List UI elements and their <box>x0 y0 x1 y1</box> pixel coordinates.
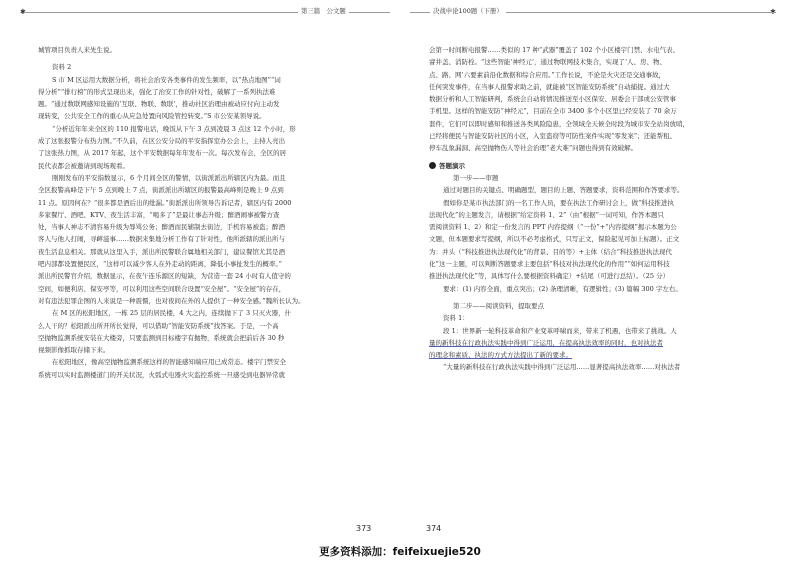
right-page-number: 374 <box>426 524 442 533</box>
text-line: 么人干的？松阳派出所开所长觉得，可以借助“智能安防系统”找答案。于是，一个高 <box>38 321 279 330</box>
text-line: 民代表都会被邀请到现场观看。 <box>38 161 129 170</box>
text-line: 了这张热力图，从 2017 年起，这个平安数据每年年发布一次。每次发布会，全区的居 <box>38 149 287 158</box>
text-line: 需阅读资料 1、2）和定一份发言的 PPT 内容提纲（“一份”+“内容提纲”揭示本题为公 <box>429 223 677 232</box>
section-title-text: 答题演示 <box>439 161 465 170</box>
text-line: 数据分析和人工智能研判，系统会自动将情况推送至小区保安、居委会干部或公安管事 <box>429 95 676 104</box>
bullet-icon <box>429 162 436 169</box>
text-line: 城管项目负责人来先生说。 <box>38 46 116 54</box>
text-line: 任何突发事件，在当事人报警求助之前，就能被“区智能安防系统”自动捕捉。通过大 <box>429 82 670 91</box>
text-line: 在 M 区的松阳地区，一栋 25 层的居民楼，4 大之内，连续抛下了 3 只灭火器，什 <box>52 309 292 318</box>
text-line: 刚刚发布的平安指数显示，6 个月间全区的警情，以街派派出所辖区内为最。而且 <box>52 173 286 182</box>
corner-mark-right: ✱ <box>770 8 776 16</box>
text-line: 在松阳地区，像高空抛物监测系统这样的智能感知端应用已成常态。楼宇门禁安全 <box>52 358 286 367</box>
text-line: 停车乱象漏洞、高空抛物伤人等社会治理“老大难”问题也得到有效破解。 <box>429 144 638 153</box>
text-line: 推进执法现代化”等，具体写什么要根据资料确定）+结尾（可进行总结）。（25 分） <box>429 272 670 281</box>
text-line: 派出所民警官介绍，数据显示，在夜午连乐源区的短缺，为营造一套 24 小时有人值守的 <box>38 272 291 281</box>
text-line: 全区报警高峰是下午 5 点到晚上 7 点，街派派出所辖区的报警最高峰则是晚上 9 点到 <box>38 186 284 195</box>
text-line: 段 1：世界新一轮科技革命和产业变革呼啸而来，带来了机遇，也带来了挑战。人 <box>443 326 677 335</box>
text-line: 假如你是某市执法部门的一名工作人员，要在执法工作研讨会上，做“科技推进执 <box>443 198 674 207</box>
text-line: 多家餐厅、酒吧、KTV、夜生活丰富，“喝多了”是最让事态升级；醉酒闹事被警方查 <box>38 210 280 219</box>
text-line: 11 点。原因何在？“很多都是酒后出的纰漏。”街派派出所领导告诉记者，辖区内有 2000 <box>38 198 292 207</box>
right-page <box>429 44 779 374</box>
text-line: 文题，但本题要求写提纲，所以不必考虑格式，只写正文，保险起见可加上标题）。正文 <box>429 235 680 244</box>
text-line: 法现代化”的主题发言，请根据“给定资料 1、2”（由“根据”一词可知，作答本题只 <box>429 210 664 219</box>
section-title <box>429 160 779 172</box>
text-line: 会第一时间断电报警……类似的 17 种“武器”覆盖了 102 个小区楼宇门禁、水电气表、 <box>429 46 680 54</box>
text-line: 题。“通过数联网感知设施的‘互联、物联、数联’，推动社区治理由被动应付向主动发 <box>38 100 280 109</box>
text-line: 已经将便民与智能安防社区的小区，入室盗窃等可防性案件实现“零发案”；还能帮租、 <box>429 132 677 141</box>
text-line: 手机里。这样的智能安防“神经元”，目前在全市 3400 多个小区里已经安装了 70 余万 <box>429 107 677 116</box>
text-line: 夜生活息息相关。那就从这里入手，派出所民警联合属地相关部门，建议餐馆尤其是酒 <box>38 247 285 256</box>
text-line-underlined: 量的新科技在行政执法实践中得到广泛运用，在提高执法效率的同时，也对执法者 <box>429 338 663 347</box>
text-line: 成了这张报警分布热力图。”不久前，在区公安分局的平安指挥室办公会上，主持人亮出 <box>38 137 286 146</box>
left-page <box>38 44 394 381</box>
text-line: 系统可以实时监测楼道门的开关状况，火弧式电器火灾监控系统一旦感受到电器异常就 <box>38 370 285 379</box>
left-page-number: 373 <box>356 524 372 533</box>
step1-title: 第一步——审题 <box>453 173 499 182</box>
text-line: 空抛物监测系统安装在大楼旁，只要监测到目标楼宇有抛物，系统就会把前后各 30 秒 <box>38 333 285 342</box>
header-right-title: 决战申论100题（下册） <box>430 6 506 15</box>
text-line-underlined: 的理念和素质、执法的方式方法提出了新的要求。 <box>429 351 572 360</box>
text-line: “大量的新科技在行政执法实践中得到广泛运用……显著提高执法效率……对执法者 <box>443 363 681 372</box>
text-line: 吧内部都设置便民区，“这样可以减少客人在外走动的距离，降低小事扯发生的概率。” <box>38 260 282 269</box>
text-line: 要求：(1) 内容全面，重点突出；(2) 条理清晰，有逻辑性；(3) 篇幅 300 字左右。 <box>443 284 682 293</box>
text-line: 点、路、网’六要素前沿化数据和综合应用。”工作长说，不论是火灾还是交通事故， <box>429 70 666 79</box>
text-line: 为：并头（“科技推进执法现代化”的背景、目的等）+主体（结合“科技推进执法现代 <box>429 247 672 256</box>
text-line: 窨井盖、消防栓。“这些智能‘神经元’，通过物联网技术集合，实现了‘人、房、物、 <box>429 58 667 67</box>
text-line: S 市 M 区运用大数据分析，将社会治安各类事件的发生频率，以“热点地图”“词 <box>52 75 281 84</box>
material-label: 资料 2 <box>52 63 72 72</box>
corner-mark-left: ✱ <box>20 8 26 16</box>
text-line: 化”这一主题，可以判断答题要求主要包括“科技对执法现代化的作用”“如何运用科技 <box>429 260 670 269</box>
step2-title: 第二步——阅读资料，提取要点 <box>453 301 544 310</box>
text-line: “分析近年年来全区的 110 报警电话，晚饭从下午 3 点到凌晨 3 点这 12 个小时，形 <box>52 124 296 133</box>
footer-contact: 更多资料添加：feifeixuejie520 <box>319 546 481 558</box>
header-left-section: 第三篇 公文题 <box>298 6 349 15</box>
text-line: 客人与他人打闹，寻衅滋事……数据来集地分析工作有了针对性，他所派辖的派出所与 <box>38 235 285 244</box>
text-line: 得分析”“排行榜”的形式呈现出来，强化了治安工作的针对性，破解了一系列执法难 <box>38 87 276 96</box>
text-line: 现转变，公共安全工作的重心从应急处置向风险管控转变。”S 市公安某领导说。 <box>38 112 266 121</box>
material-label: 资料 1： <box>443 314 469 323</box>
text-line: 通过对题目的关键点、明确题型，题目的上题、答题要求，资料范围和作答要求等。 <box>443 186 684 195</box>
text-line: 空间，如便利店、保安亭等，可以利用这些空间联合设置“安全屋”。“安全屋”的存在， <box>38 284 286 293</box>
text-line: 套件，它们可以即时感知和推送各类风险隐患，全领域全天候全时段为城市安全站岗放哨， <box>429 119 689 128</box>
text-line: 对有违法犯罪企图的人来说是一种震慑，也对夜间在外的人提供了一种安全感。”魏所长认为。 <box>38 296 305 305</box>
text-line: 处，当事人神志不清容易升级为辱骂公务；醉酒而民辅制去街边，手机容易被盗；醉酒 <box>38 223 285 232</box>
text-line: 视频影像抓取存储下来。 <box>38 346 110 355</box>
